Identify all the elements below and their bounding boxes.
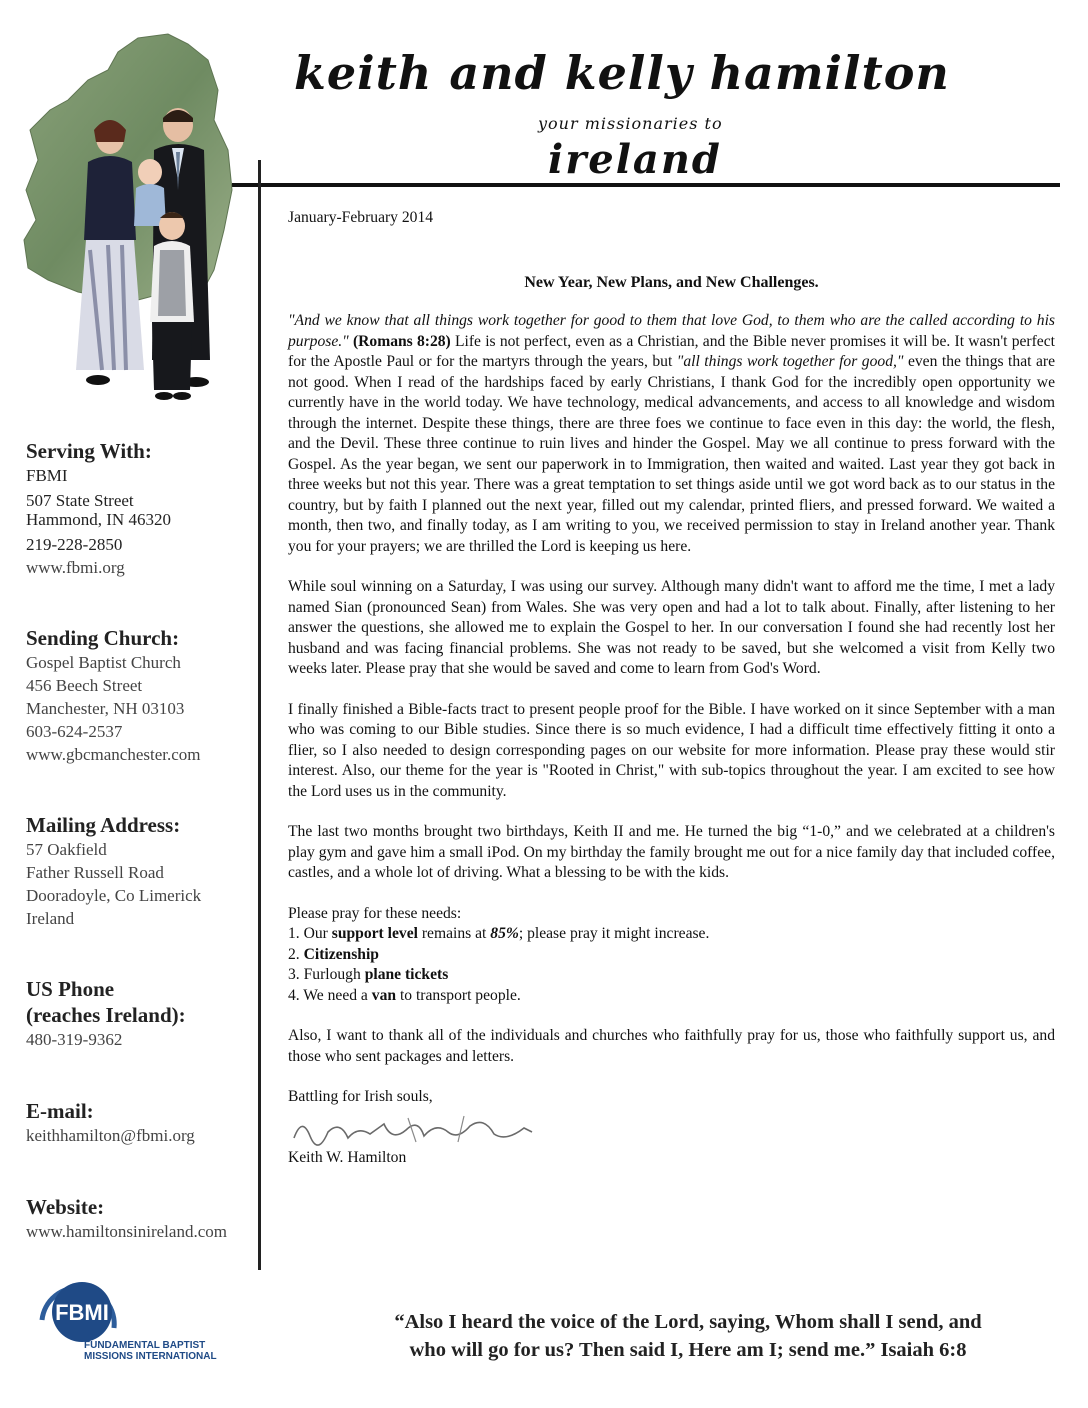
sending-line[interactable]: www.gbcmanchester.com: [26, 745, 201, 764]
paragraph-4: The last two months brought two birthdays, Keith II and me. He turned the big “1-0,” and we celebrated at a children's play gym and gave him a small iPod. On my birthday the family brought me out for a nice family day that included coffee, castles, and a whole lot of driving. What a blessing to be with the kids.: [288, 823, 1055, 881]
paragraph-3: I finally finished a Bible-facts tract to present people proof for the Bible. I have worked on it since September with a man who was coming to our Bible studies. Since there is so much evidence, I had a difficult time effectively fitting it onto a flier, so I also needed to design corresponding pages on our website for more information. Please pray these would stir interest. Also, our theme for the year is "Rooted in Christ," with sub-topics throughout the year. I am excited to see how the Lord uses us in the community.: [288, 700, 1055, 800]
sidebar-website: [26, 1194, 258, 1243]
scripture-quote: "And we know that all things work together for good to them that love God, to them who are the called according to his purpose.": [288, 312, 1055, 350]
fbmi-logo: [30, 1272, 230, 1364]
handwritten-signature: [288, 1112, 538, 1146]
list-item: 4. We need a van to transport people.: [288, 986, 521, 1004]
letter-body: [288, 208, 1055, 1168]
serving-heading: Serving With:: [26, 439, 152, 463]
sidebar-mailing: [26, 812, 258, 930]
verse-line: “Also I heard the voice of the Lord, saying, Whom shall I send, and: [394, 1311, 982, 1333]
page-title: keith and kelly hamilton: [294, 46, 950, 100]
sending-line: 456 Beech Street: [26, 676, 143, 695]
list-item: 2. Citizenship: [288, 945, 379, 963]
closing: Battling for Irish souls,: [288, 1088, 433, 1105]
signature-name: Keith W. Hamilton: [288, 1148, 407, 1166]
serving-line: Hammond, IN 46320: [26, 510, 171, 529]
phone-heading: US Phone: [26, 977, 115, 1001]
letter-heading: New Year, New Plans, and New Challenges.: [524, 273, 819, 291]
sending-line: Gospel Baptist Church: [26, 653, 181, 672]
header-divider: [232, 183, 1060, 187]
mailing-line: Ireland: [26, 909, 75, 928]
sending-line: Manchester, NH 03103: [26, 699, 185, 718]
website-link[interactable]: www.hamiltonsinireland.com: [26, 1222, 227, 1241]
prayer-needs-list: [288, 904, 1055, 1007]
sending-line: 603-624-2537: [26, 722, 123, 741]
website-heading: Website:: [26, 1195, 105, 1219]
mailing-heading: Mailing Address:: [26, 813, 181, 837]
inline-quote: "all things work together for good,": [676, 353, 904, 370]
paragraph-2: While soul winning on a Saturday, I was using our survey. Although many didn't want to afford me the time, I met a lady named Sian (pronounced Sean) from Wales. She was very open and had a lot to talk about. Finally, after listening to her answer the questions, she allowed me to explain the Gospel to her. In our conversation I found she had recently lost her husband and was facing financial problems. She was not ready to be saved, but she welcomed a visit from Kelly two weeks later. Please pray that she would be saved and come to learn from God's Word.: [288, 578, 1055, 677]
scripture-reference: (Romans 8:28): [352, 332, 451, 350]
serving-line: 219-228-2850: [26, 535, 123, 554]
list-item: 1. Our support level remains at 85%; please pray it might increase.: [288, 925, 710, 942]
logo-line2: MISSIONS INTERNATIONAL: [84, 1351, 217, 1362]
logo-mark: FBMI: [55, 1300, 109, 1325]
mailing-line: 57 Oakfield: [26, 840, 107, 859]
paragraph-text: even the things that are not good. When I read of the hardships faced by early Christians, I thank God for the incredibly open opportunity we currently have in the world today. We have technology, medical advancements, and access to all knowledge and wisdom through the internet. Despite these things, there are three foes we continue to face even in this day: the world, the flesh, and the Devil. These three continue to ruin lives and hinder the Gospel. May we all continue to press forward with the Gospel. As the year began, we sent our paperwork in to Immigration, then waited and waited. Last year they got back in three weeks but not this year. There was a great temptation to set things aside until we got word back as to our status in the country, but by faith I planned out the next year, filled out my calendar, printed fliers, and pressed forward. We waited a month, then two, and finally today, as I am writing to you, we received permission to stay in Ireland another year. Thank you for your prayers; we are thrilled the Lord is keeping us here.: [288, 353, 1055, 555]
mailing-line: Dooradoyle, Co Limerick: [26, 886, 202, 905]
phone-number: 480-319-9362: [26, 1030, 123, 1049]
paragraph-5: Also, I want to thank all of the individuals and churches who faithfully pray for us, those who faithfully support us, and those who sent packages and letters.: [288, 1027, 1055, 1065]
serving-line[interactable]: www.fbmi.org: [26, 558, 125, 577]
needs-intro: Please pray for these needs:: [288, 904, 462, 922]
mailing-line: Father Russell Road: [26, 863, 164, 882]
sidebar-phone: [26, 976, 258, 1051]
paragraph-text: Life is not perfect, even as a Christian, and the Bible never promises it will be. It wasn't perfect for the Apostle Paul or for the martyrs through the years, but: [288, 332, 1055, 370]
phone-heading-sub: (reaches Ireland):: [26, 1003, 186, 1027]
sidebar-sending: [26, 625, 258, 766]
sidebar-email: [26, 1098, 258, 1147]
serving-line: 507 State Street: [26, 491, 134, 510]
letter-date: January-February 2014: [288, 209, 434, 226]
email-heading: E-mail:: [26, 1099, 94, 1123]
sidebar-divider: [258, 160, 261, 1270]
paragraph-1: [288, 311, 1055, 557]
page-subtitle: your missionaries to: [538, 114, 723, 133]
logo-line1: FUNDAMENTAL BAPTIST: [84, 1340, 206, 1351]
footer-verse: [318, 1308, 1058, 1364]
serving-line: FBMI: [26, 466, 68, 485]
family-photo: [18, 30, 240, 420]
sidebar-serving: [26, 438, 258, 579]
verse-line: who will go for us? Then said I, Here am I; send me.” Isaiah 6:8: [409, 1339, 967, 1361]
list-item: 3. Furlough plane tickets: [288, 966, 449, 983]
country-title: ireland: [548, 136, 722, 183]
sending-heading: Sending Church:: [26, 626, 180, 650]
email-address[interactable]: keithhamilton@fbmi.org: [26, 1126, 195, 1145]
